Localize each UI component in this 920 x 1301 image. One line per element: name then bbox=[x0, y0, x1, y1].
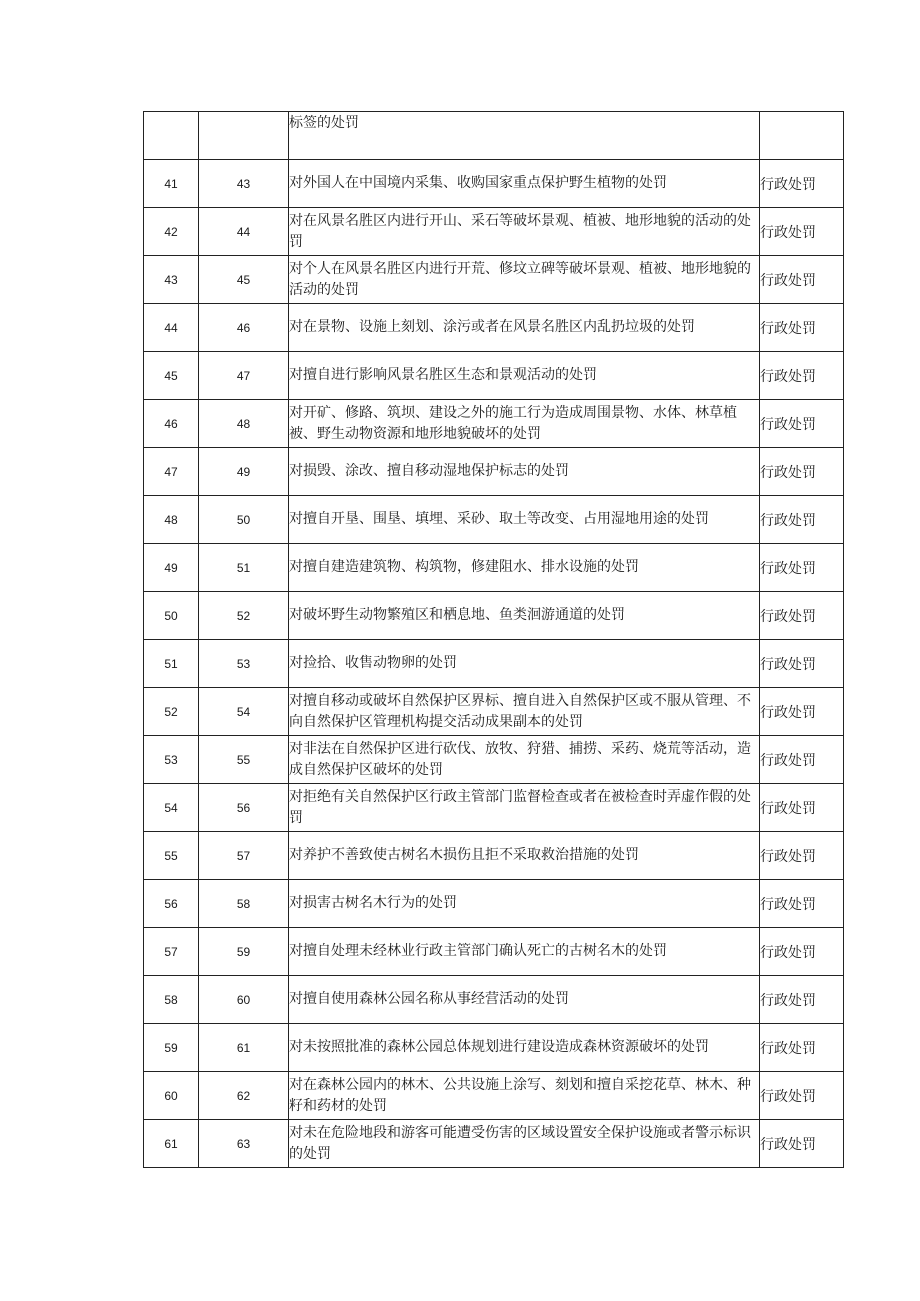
code-cell: 49 bbox=[199, 448, 289, 496]
type-cell: 行政处罚 bbox=[760, 928, 844, 976]
seq-cell: 56 bbox=[144, 880, 199, 928]
type-cell: 行政处罚 bbox=[760, 640, 844, 688]
table-row bbox=[144, 688, 844, 736]
desc-cell: 对非法在自然保护区进行砍伐、放牧、狩猎、捕捞、采药、烧荒等活动，造成自然保护区破坏的处罚 bbox=[289, 736, 760, 784]
table-row bbox=[144, 256, 844, 304]
seq-cell: 61 bbox=[144, 1120, 199, 1168]
seq-cell: 46 bbox=[144, 400, 199, 448]
code-cell: 44 bbox=[199, 208, 289, 256]
code-cell: 60 bbox=[199, 976, 289, 1024]
desc-cell: 对擅自移动或破坏自然保护区界标、擅自进入自然保护区或不服从管理、不向自然保护区管理机构提交活动成果副本的处罚 bbox=[289, 688, 760, 736]
type-cell: 行政处罚 bbox=[760, 352, 844, 400]
table-row bbox=[144, 736, 844, 784]
seq-cell: 44 bbox=[144, 304, 199, 352]
table-row bbox=[144, 880, 844, 928]
desc-cell: 对在森林公园内的林木、公共设施上涂写、刻划和擅自采挖花草、林木、种籽和药材的处罚 bbox=[289, 1072, 760, 1120]
seq-cell: 50 bbox=[144, 592, 199, 640]
table-row bbox=[144, 784, 844, 832]
type-cell: 行政处罚 bbox=[760, 544, 844, 592]
desc-cell: 对捡拾、收售动物卵的处罚 bbox=[289, 640, 760, 688]
code-cell: 52 bbox=[199, 592, 289, 640]
code-cell: 63 bbox=[199, 1120, 289, 1168]
code-cell: 58 bbox=[199, 880, 289, 928]
desc-cell: 对擅自使用森林公园名称从事经营活动的处罚 bbox=[289, 976, 760, 1024]
type-cell: 行政处罚 bbox=[760, 160, 844, 208]
type-cell: 行政处罚 bbox=[760, 400, 844, 448]
table-row bbox=[144, 448, 844, 496]
code-cell: 48 bbox=[199, 400, 289, 448]
type-cell: 行政处罚 bbox=[760, 1072, 844, 1120]
type-cell: 行政处罚 bbox=[760, 1120, 844, 1168]
desc-cell: 对擅自进行影响风景名胜区生态和景观活动的处罚 bbox=[289, 352, 760, 400]
type-cell bbox=[760, 112, 844, 160]
desc-cell: 对擅自建造建筑物、构筑物，修建阻水、排水设施的处罚 bbox=[289, 544, 760, 592]
desc-cell: 对在风景名胜区内进行开山、采石等破坏景观、植被、地形地貌的活动的处罚 bbox=[289, 208, 760, 256]
table-row bbox=[144, 112, 844, 160]
desc-cell: 对在景物、设施上刻划、涂污或者在风景名胜区内乱扔垃圾的处罚 bbox=[289, 304, 760, 352]
seq-cell: 57 bbox=[144, 928, 199, 976]
code-cell: 62 bbox=[199, 1072, 289, 1120]
table-row bbox=[144, 1072, 844, 1120]
seq-cell: 47 bbox=[144, 448, 199, 496]
desc-cell: 对破坏野生动物繁殖区和栖息地、鱼类洄游通道的处罚 bbox=[289, 592, 760, 640]
table-row bbox=[144, 208, 844, 256]
seq-cell: 55 bbox=[144, 832, 199, 880]
seq-cell: 59 bbox=[144, 1024, 199, 1072]
table-row bbox=[144, 400, 844, 448]
desc-cell: 对未按照批准的森林公园总体规划进行建设造成森林资源破坏的处罚 bbox=[289, 1024, 760, 1072]
desc-cell: 对损害古树名木行为的处罚 bbox=[289, 880, 760, 928]
type-cell: 行政处罚 bbox=[760, 976, 844, 1024]
table-row bbox=[144, 832, 844, 880]
desc-cell: 对擅自处理未经林业行政主管部门确认死亡的古树名木的处罚 bbox=[289, 928, 760, 976]
type-cell: 行政处罚 bbox=[760, 784, 844, 832]
seq-cell: 54 bbox=[144, 784, 199, 832]
table-row bbox=[144, 640, 844, 688]
code-cell: 43 bbox=[199, 160, 289, 208]
table-row bbox=[144, 160, 844, 208]
type-cell: 行政处罚 bbox=[760, 592, 844, 640]
seq-cell: 52 bbox=[144, 688, 199, 736]
table-row bbox=[144, 352, 844, 400]
seq-cell: 53 bbox=[144, 736, 199, 784]
type-cell: 行政处罚 bbox=[760, 208, 844, 256]
desc-cell: 对拒绝有关自然保护区行政主管部门监督检查或者在被检查时弄虚作假的处罚 bbox=[289, 784, 760, 832]
penalty-table-body bbox=[144, 112, 844, 1168]
code-cell: 46 bbox=[199, 304, 289, 352]
type-cell: 行政处罚 bbox=[760, 1024, 844, 1072]
table-row bbox=[144, 976, 844, 1024]
code-cell: 47 bbox=[199, 352, 289, 400]
seq-cell: 42 bbox=[144, 208, 199, 256]
code-cell bbox=[199, 112, 289, 160]
type-cell: 行政处罚 bbox=[760, 736, 844, 784]
type-cell: 行政处罚 bbox=[760, 688, 844, 736]
desc-cell: 对个人在风景名胜区内进行开荒、修坟立碑等破坏景观、植被、地形地貌的活动的处罚 bbox=[289, 256, 760, 304]
code-cell: 45 bbox=[199, 256, 289, 304]
table-row bbox=[144, 928, 844, 976]
type-cell: 行政处罚 bbox=[760, 304, 844, 352]
seq-cell: 51 bbox=[144, 640, 199, 688]
desc-cell: 对损毁、涂改、擅自移动湿地保护标志的处罚 bbox=[289, 448, 760, 496]
table-row bbox=[144, 304, 844, 352]
desc-cell: 对外国人在中国境内采集、收购国家重点保护野生植物的处罚 bbox=[289, 160, 760, 208]
type-cell: 行政处罚 bbox=[760, 256, 844, 304]
type-cell: 行政处罚 bbox=[760, 496, 844, 544]
table-row bbox=[144, 1024, 844, 1072]
seq-cell bbox=[144, 112, 199, 160]
code-cell: 53 bbox=[199, 640, 289, 688]
seq-cell: 60 bbox=[144, 1072, 199, 1120]
seq-cell: 45 bbox=[144, 352, 199, 400]
seq-cell: 48 bbox=[144, 496, 199, 544]
desc-cell: 对开矿、修路、筑坝、建设之外的施工行为造成周围景物、水体、林草植被、野生动物资源和地形地貌破坏的处罚 bbox=[289, 400, 760, 448]
code-cell: 50 bbox=[199, 496, 289, 544]
seq-cell: 58 bbox=[144, 976, 199, 1024]
table-row bbox=[144, 1120, 844, 1168]
table-row bbox=[144, 544, 844, 592]
code-cell: 55 bbox=[199, 736, 289, 784]
type-cell: 行政处罚 bbox=[760, 880, 844, 928]
table-row bbox=[144, 496, 844, 544]
desc-cell: 对擅自开垦、围垦、填埋、采砂、取土等改变、占用湿地用途的处罚 bbox=[289, 496, 760, 544]
code-cell: 56 bbox=[199, 784, 289, 832]
desc-cell: 对养护不善致使古树名木损伤且拒不采取救治措施的处罚 bbox=[289, 832, 760, 880]
code-cell: 54 bbox=[199, 688, 289, 736]
desc-cell: 标签的处罚 bbox=[289, 112, 760, 160]
code-cell: 57 bbox=[199, 832, 289, 880]
table-row bbox=[144, 592, 844, 640]
desc-cell: 对未在危险地段和游客可能遭受伤害的区域设置安全保护设施或者警示标识的处罚 bbox=[289, 1120, 760, 1168]
seq-cell: 49 bbox=[144, 544, 199, 592]
penalty-table bbox=[143, 111, 844, 1168]
code-cell: 59 bbox=[199, 928, 289, 976]
seq-cell: 41 bbox=[144, 160, 199, 208]
type-cell: 行政处罚 bbox=[760, 448, 844, 496]
seq-cell: 43 bbox=[144, 256, 199, 304]
code-cell: 51 bbox=[199, 544, 289, 592]
type-cell: 行政处罚 bbox=[760, 832, 844, 880]
code-cell: 61 bbox=[199, 1024, 289, 1072]
